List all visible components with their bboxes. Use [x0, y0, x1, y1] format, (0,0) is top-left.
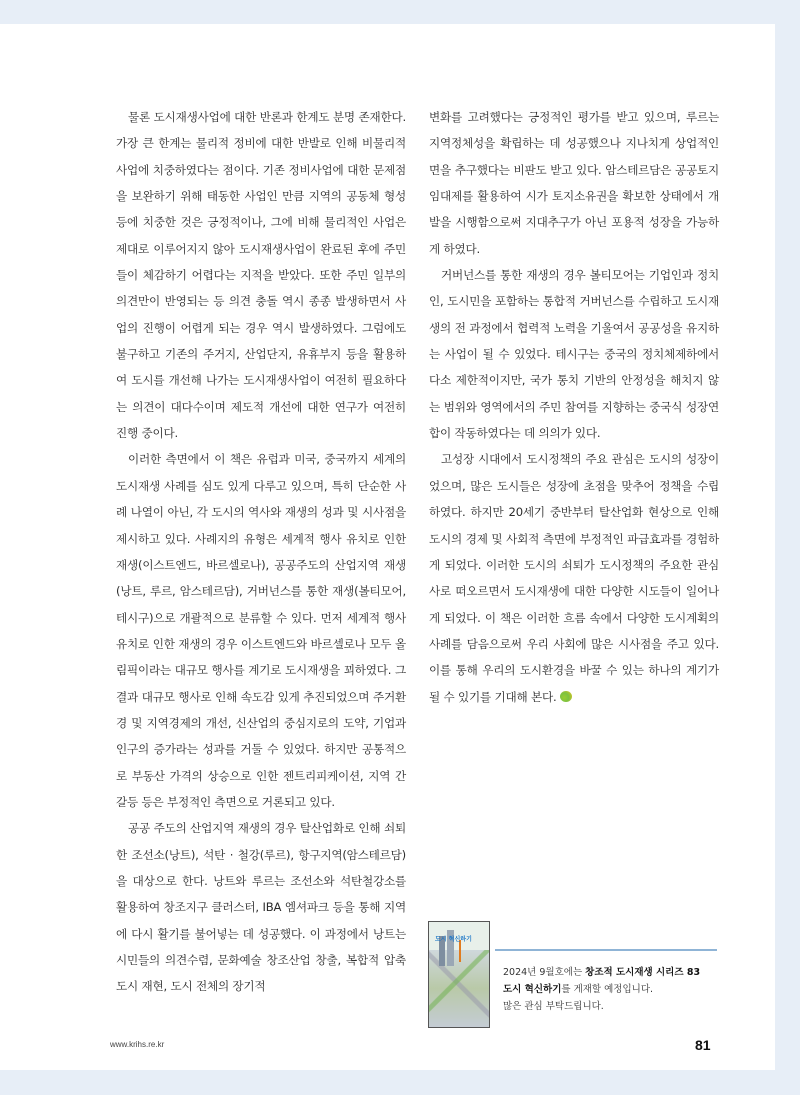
promo-line-1 — [503, 964, 700, 981]
crane-shape — [459, 940, 461, 962]
paragraph: 공공 주도의 산업지역 재생의 경우 탈산업화로 인해 쇠퇴한 조선소(낭트), 석탄 · 철강(루르), 항구지역(암스테르담)을 대상으로 한다. 낭트와 루르는 조선소와 석탄철강소를 활용하여 창조지구 클러스터, IBA 엠셔파크 등을 통해 지역에 다시 활기를 불어넣는 데 성공했다. 이 과정에서 낭트는 시민들의 의견수렴, 문화예술 창조산업 창출, 복합적 압축도시 재현, 도시 전체의 장기적 — [116, 821, 406, 994]
footer-url: www.krihs.re.kr — [110, 1040, 165, 1049]
green-leaf-icon — [560, 691, 572, 702]
promo-divider — [495, 949, 717, 951]
book-title: 도시 혁신하기 — [503, 984, 562, 995]
magazine-page — [0, 24, 775, 1070]
paragraph: 이러한 측면에서 이 책은 유럽과 미국, 중국까지 세계의 도시재생 사례를 심도 있게 다루고 있으며, 특히 단순한 사례 나열이 아닌, 각 도시의 역사와 재생의 성과 및 시사점을 제시하고 있다. 사례지의 유형은 세계적 행사 유치로 인한 재생(이스트엔드, 바르셀로나), 공공주도의 산업지역 재생(낭트, 루르, 암스테르담), 거버넌스를 통한 재생(볼티모어, 테시구)으로 개괄적으로 분류할 수 있다. 먼저 세계적 행사 유치로 인한 재생의 경우 이스트엔드와 바르셀로나 모두 올림픽이라는 대규모 행사를 계기로 도시재생을 꾀하였다. 그 결과 대규모 행사로 인해 속도감 있게 추진되었으며 주거환경 및 지역경제의 개선, 신산업의 중심지로의 도약, 기업과 인구의 증가라는 성과를 거둘 수 있었다. 하지만 공통적으로 부동산 가격의 상승으로 인한 젠트리피케이션, 지역 간 갈등 등은 부정적인 측면으로 거론되고 있다. — [116, 452, 406, 809]
left-column — [116, 104, 406, 1000]
book-cover-title: 도시 혁신하기 — [435, 936, 472, 943]
paragraph — [429, 446, 719, 709]
paragraph-continued: 변화를 고려했다는 긍정적인 평가를 받고 있으며, 루르는 지역정체성을 확립하는 데 성공했으나 지나치게 상업적인 면을 추구했다는 비판도 받고 있다. 암스테르담은 공공토지임대제를 활용하여 시가 토지소유권을 확보한 상태에서 개발을 시행함으로써 지대추구가 아닌 포용적 성장을 가능하게 하였다. — [429, 110, 719, 256]
promo-text — [503, 964, 700, 1015]
right-column — [429, 104, 719, 710]
paragraph-text: 고성장 시대에서 도시정책의 주요 관심은 도시의 성장이었으며, 많은 도시들은 성장에 초점을 맞추어 정책을 수립하였다. 하지만 20세기 중반부터 탈산업화 현상으로 인해 도시의 경제 및 사회적 측면에 부정적인 파급효과를 경험하게 되었다. 이러한 도시의 쇠퇴가 도시정책의 주요한 관심사로 떠오르면서 도시재생에 대한 다양한 시도들이 일어나게 되었다. 이 책은 이러한 흐름 속에서 다양한 도시계획의 사례를 담음으로써 우리 사회에 많은 시사점을 주고 있다. 이를 통해 우리의 도시환경을 바꿀 수 있는 하나의 계기가 될 수 있기를 기대해 본다. — [429, 452, 719, 704]
promo-line-1-prefix: 2024년 9월호에는 — [503, 967, 586, 978]
page-number: 81 — [695, 1037, 711, 1053]
promo-line-2-suffix: 를 게재할 예정입니다. — [561, 984, 654, 995]
paragraph: 거버넌스를 통한 재생의 경우 볼티모어는 기업인과 정치인, 도시민을 포함하는 통합적 거버넌스를 수립하고 도시재생의 전 과정에서 협력적 노력을 기울여서 공공성을 유지하는 사업이 될 수 있었다. 테시구는 중국의 정치체제하에서 다소 제한적이지만, 국가 통치 기반의 안정성을 해치지 않는 범위와 영역에서의 주민 참여를 지향하는 중국식 성장연합이 작동하였다는 데 의의가 있다. — [429, 268, 719, 441]
book-cover-image — [428, 921, 490, 1028]
paragraph: 물론 도시재생사업에 대한 반론과 한계도 분명 존재한다. 가장 큰 한계는 물리적 정비에 대한 반발로 인해 비물리적 사업에 치중하였다는 점이다. 기존 정비사업에 대한 문제점을 보완하기 위해 태동한 사업인 만큼 지역의 공동체 형성 등에 치중한 것은 긍정적이나, 그에 비해 물리적인 사업은 제대로 이루어지지 않아 도시재생사업이 완료된 후에 주민들이 체감하기 어렵다는 지적을 받았다. 또한 주민 일부의 의견만이 반영되는 등 의견 충돌 역시 종종 발생하면서 사업의 진행이 어렵게 되는 경우 역시 발생하였다. 그럼에도 불구하고 기존의 주거지, 산업단지, 유휴부지 등을 활용하여 도시를 개선해 나가는 도시재생사업이 여전히 필요하다는 의견이 대다수이며 제도적 개선에 대한 연구가 여전히 진행 중이다. — [116, 110, 406, 441]
next-issue-promo — [425, 921, 717, 1031]
promo-line-3: 많은 관심 부탁드립니다. — [503, 1001, 604, 1012]
series-title: 창조적 도시재생 시리즈 83 — [585, 967, 701, 978]
promo-line-2 — [503, 981, 700, 998]
